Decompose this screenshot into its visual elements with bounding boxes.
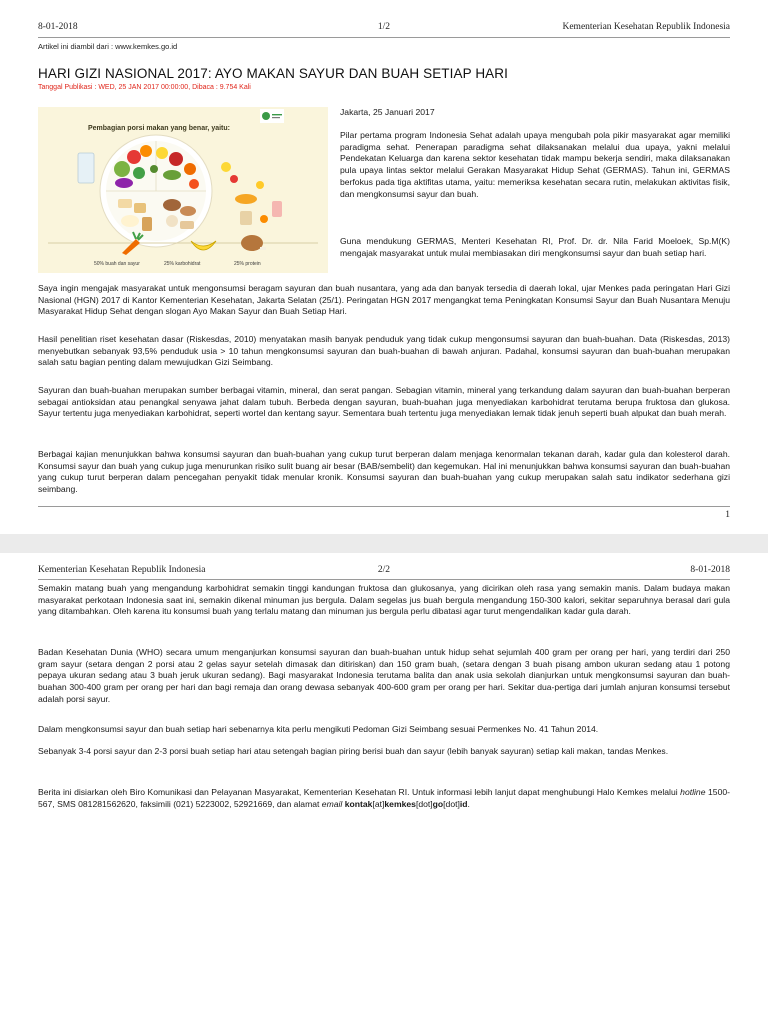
- publication-info: Tanggal Publikasi : WED, 25 JAN 2017 00:00:00, Dibaca : 9.754 Kali: [38, 84, 251, 91]
- contact-text: Berita ini disiarkan oleh Biro Komunikasi dan Pelayanan Masyarakat, Kementerian Kesehatan RI. Untuk informasi lebih lanjut dapat menghubungi Halo Kemkes melalui: [38, 787, 681, 797]
- chicken-drumstick-icon: [238, 229, 268, 255]
- header-date: 8-01-2018: [38, 22, 78, 32]
- carrot-icon: [116, 231, 144, 257]
- body-paragraph: Dalam mengkonsumsi sayur dan buah setiap hari sebenarnya kita perlu mengikuti Pedoman Gizi Seimbang sesuai Permenkes No. 41 Tahun 2014.: [38, 724, 599, 734]
- body-paragraph: Semakin matang buah yang mengandung karbohidrat semakin tinggi kandungan fruktosa dan glukosanya, yang dicirikan oleh rasa yang semakin manis. Dalam budaya makan masyarakat perkotaan Indonesia saat ini, semakin dikenal minuman jus bergula. Dalam segelas jus buah bergula mengandung 150-300 kalori, sekitar separuhnya berasal dari gula yang ditambahkan. Oleh karena itu konsumsi buah yang terlalu matang dan minuman jus bergula perlu dibatasi agar turut mengendalikan kadar gula darah.: [38, 583, 730, 617]
- header-date: 8-01-2018: [690, 565, 730, 575]
- figure-caption-protein: 25% protein: [234, 261, 261, 267]
- email-label: email: [321, 798, 343, 809]
- header-page-count: 1/2: [377, 22, 391, 32]
- hotline-label: hotline: [680, 787, 706, 797]
- email-part: [at]: [372, 798, 385, 809]
- body-paragraph: Sayuran dan buah-buahan merupakan sumber berbagai vitamin, mineral, dan serat pangan. Sebagian vitamin, mineral yang terkandung dalam sayuran dan buah-buahan berperan sebagai antioksidan atau penangkal senyawa jahat dalam tubuh. Berbeda dengan sayuran, buah-buahan juga menyediakan karbohidrat terutama berupa fruktosa dan glukosa. Sayur tertentu juga menyediakan karbohidrat, seperti wortel dan kentang sayur. Sementara buah tertentu juga menyediakan lemak tidak jenuh seperti buah alpukat dan buah merah.: [38, 385, 730, 419]
- body-paragraph: Sebanyak 3-4 porsi sayur dan 2-3 porsi buah setiap hari atau setengah bagian piring berisi buah dan sayur (lebih banyak sayuran) setiap kali makan, tandas Menkes.: [38, 746, 669, 756]
- plate-diagram-icon: [38, 107, 328, 257]
- footer-divider: [38, 506, 730, 507]
- header-divider: [38, 37, 730, 38]
- contact-text: 1500-567, SMS 081281562620, faksimili (021) 5223002, 52921669, dan alamat: [38, 787, 730, 809]
- email-part: id: [459, 798, 468, 809]
- header-organization: Kementerian Kesehatan Republik Indonesia: [38, 565, 206, 575]
- body-paragraph: Badan Kesehatan Dunia (WHO) secara umum menganjurkan konsumsi sayuran dan buah-buahan untuk hidup sehat sejumlah 400 gram per orang per hari, yang terdiri dari 250 gram sayur (setara dengan 2 porsi atau 2 gelas sayur setelah dimasak dan ditiriskan) dan 150 gram buah, (setara dengan 3 buah pisang ambon ukuran sedang atau 1 potong pepaya ukuran sedang atau 3 buah jeruk ukuran sedang). Bagi masyarakat Indonesia terutama balita dan anak usia sekolah dianjurkan untuk mengkonsumsi sayuran dan buah-buahan 300-400 gram per orang per hari dan bagi remaja dan orang dewasa sebanyak 400-600 gram per orang per hari. Sekitar dua-pertiga dari jumlah anjuran konsumsi tersebut adalah porsi sayur.: [38, 647, 730, 704]
- banana-icon: [188, 231, 218, 257]
- header-divider: [38, 579, 730, 580]
- figure-title: Pembagian porsi makan yang benar, yaitu:: [88, 125, 230, 132]
- page-2: [0, 553, 768, 1024]
- dateline: Jakarta, 25 Januari 2017: [340, 107, 435, 117]
- contact-text: .: [467, 798, 470, 809]
- body-paragraph: Saya ingin mengajak masyarakat untuk mengonsumsi beragam sayuran dan buah nusantara, yang ada dan banyak tersedia di daerah lokal, ujar Menkes pada peringatan Hari Gizi Nasional (HGN) 2017 di Kantor Kementerian Kesehatan, Jakarta Selatan (25/1). Peringatan HGN 2017 mengangkat tema Peningkatan Konsumsi Sayur dan Buah Nusantara Menuju Masyarakat Hidup Sehat dengan slogan Ayo Makan Sayur dan Buah Setiap Hari.: [38, 283, 730, 317]
- figure-caption-vegetables: 50% buah dan sayur: [94, 261, 140, 267]
- balanced-plate-figure: [38, 107, 328, 273]
- contact-paragraph: [38, 787, 730, 810]
- body-paragraph: Berbagai kajian menunjukkan bahwa konsumsi sayuran dan buah-buahan yang cukup turut berperan dalam menjaga kenormalan tekanan darah, kadar gula dan kolesterol darah. Konsumsi sayur dan buah yang cukup juga menurunkan risiko sulit buang air besar (BAB/sembelit) dan kegemukan. Hal ini menunjukkan bahwa konsumsi sayuran dan buah-buahan yang cukup turut berperan dalam pencegahan penyakit tidak menular kronik. Konsumsi sayuran dan buah-buahan yang cukup merupakan salah satu indikator sederhana gizi seimbang.: [38, 449, 730, 495]
- article-title: HARI GIZI NASIONAL 2017: AYO MAKAN SAYUR DAN BUAH SETIAP HARI: [38, 66, 508, 81]
- email-part: kemkes: [384, 798, 416, 809]
- side-paragraph: Guna mendukung GERMAS, Menteri Kesehatan RI, Prof. Dr. dr. Nila Farid Moeloek, Sp.M(K) mengajak masyarakat untuk mulai membiasakan diri mengkonsumsi sayur dan buah setiap hari.: [340, 236, 730, 258]
- email-address[interactable]: [345, 799, 468, 809]
- body-paragraph: Hasil penelitian riset kesehatan dasar (Riskesdas, 2010) menyatakan masih banyak penduduk yang tidak cukup mengonsumsi sayuran dan buah-buahan. Data (Riskesdas, 2013) menyebutkan sebanyak 93,5% penduduk usia > 10 tahun mengkonsumsi sayuran dan buah-buahan di bawah anjuran. Padahal, konsumsi sayuran dan buah-buahan merupakan salah satu bagian penting dalam mewujudkan Gizi Seimbang.: [38, 334, 730, 368]
- header-organization: Kementerian Kesehatan Republik Indonesia: [562, 22, 730, 32]
- email-part: go: [432, 798, 444, 809]
- side-paragraph: Pilar pertama program Indonesia Sehat adalah upaya mengubah pola pikir masyarakat agar memiliki paradigma sehat. Penerapan paradigma sehat dilaksanakan melalui dua upaya, yakni melalui Pendekatan Keluarga dan karena sektor kesehatan tidak mampu bekerja sendiri, maka dilaksanakan pula upaya lintas sektor melalui Gerakan Masyarakat Hidup Sehat (GERMAS). Tahun ini, GERMAS berfokus pada tiga aktifitas utama, yaitu: memeriksa kesehatan secara rutin, melakukan aktivitas fisik, dan mengkonsumsi sayur dan buah.: [340, 130, 730, 199]
- article-source: Artikel ini diambil dari : www.kemkes.go.id: [38, 42, 178, 51]
- header-page-count: 2/2: [377, 565, 391, 575]
- email-part: [dot]: [415, 798, 433, 809]
- email-part: kontak: [344, 798, 373, 809]
- page-number: 1: [725, 510, 730, 520]
- email-part: [dot]: [443, 798, 460, 809]
- figure-caption-carbohydrate: 25% karbohidrat: [164, 261, 201, 267]
